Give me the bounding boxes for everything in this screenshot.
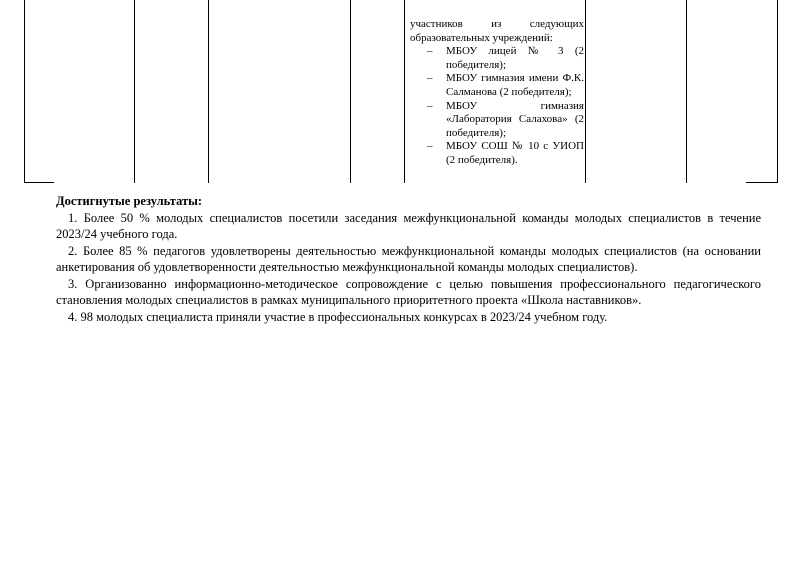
table-column-border [350, 0, 351, 183]
result-item: 4. 98 молодых специалиста приняли участие в профессиональных конкурсах в 2023/24 учебном году. [68, 309, 608, 324]
results-section [56, 193, 761, 325]
table-column-border [585, 0, 586, 183]
result-item: 1. Более 50 % молодых специалистов посетили заседания межфункциональной команды молодых специалистов в течение 2023/24 учебного года. [56, 210, 761, 241]
table-column-border [404, 0, 405, 183]
winners-list [410, 45, 584, 167]
table-cell-participants [410, 18, 584, 168]
table-bottom-border-right [746, 182, 778, 183]
table-column-border [24, 0, 25, 183]
list-item: – МБОУ СОШ № 10 с УИОП (2 победителя). [427, 140, 584, 166]
table-column-border [686, 0, 687, 183]
list-item: – МБОУ гимназия «Лаборатория Салахова» (2 победителя); [427, 99, 584, 139]
list-item: – МБОУ лицей № 3 (2 победителя); [427, 45, 584, 71]
table-column-border [134, 0, 135, 183]
list-item: – МБОУ гимназия имени Ф.К. Салманова (2 победителя); [427, 72, 584, 98]
table-column-border [777, 0, 778, 183]
result-item: 3. Организованно информационно-методическое сопровождение с целью повышения профессионального педагогического становления молодых специалистов в рамках муниципального приоритетного проекта «Школа наставников». [56, 276, 761, 307]
cell-intro-text: участников из следующих образовательных учреждений: [410, 18, 584, 44]
table-fragment [24, 0, 778, 183]
table-column-border [208, 0, 209, 183]
table-bottom-border-left [24, 182, 54, 183]
result-item: 2. Более 85 % педагогов удовлетворены деятельностью межфункциональной команды молодых специалистов (на основании анкетирования об удовлетворенности деятельностью межфункциональной команды молодых специалистов). [56, 243, 761, 274]
results-heading: Достигнутые результаты: [56, 194, 203, 208]
